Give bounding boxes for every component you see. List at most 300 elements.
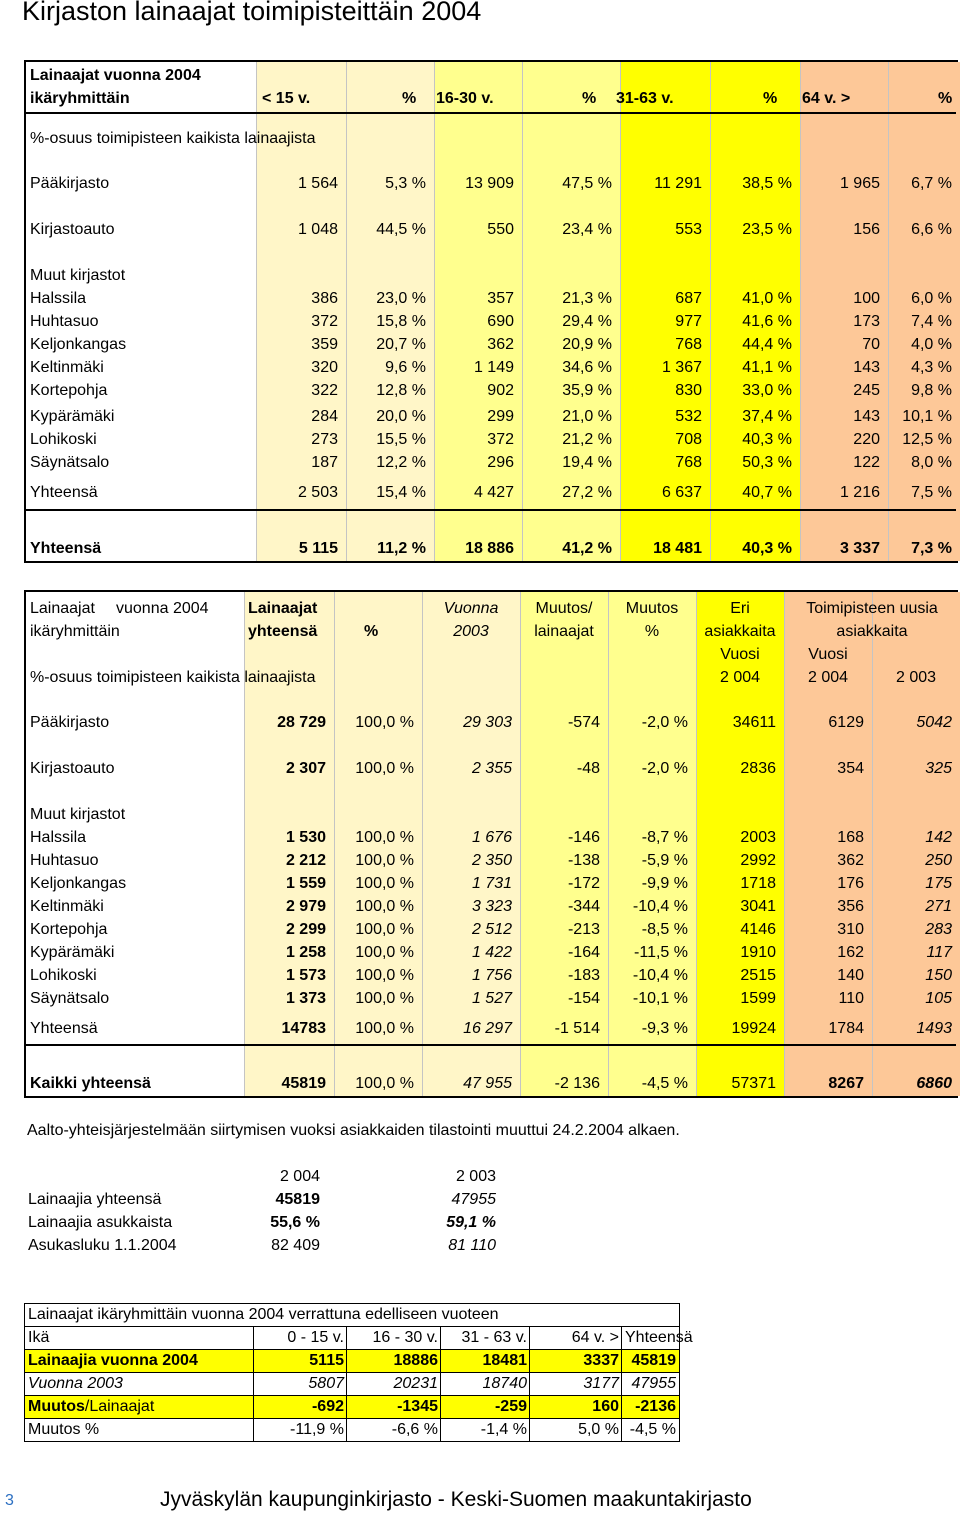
col-pct: % (938, 90, 953, 107)
table-cell: 176 (837, 875, 864, 892)
table-cell: 220 (853, 431, 880, 448)
table-cell: 283 (925, 921, 952, 938)
table-cell: 902 (487, 382, 514, 399)
table-cell: -183 (567, 967, 600, 984)
col-vuonna: Vuonna (443, 600, 499, 617)
table-cell: 687 (675, 290, 702, 307)
table-cell: 20,9 % (562, 336, 612, 353)
summary-label: Lainaajia yhteensä (28, 1191, 162, 1208)
col-pct: % (402, 90, 417, 107)
table-cell: 70 (862, 336, 880, 353)
col-vuosi: Vuosi (720, 646, 760, 663)
table-row-label: Lohikoski (30, 431, 97, 448)
table-cell: 18886 (393, 1352, 438, 1369)
col-pct: % (364, 623, 379, 640)
table-cell: 1 216 (839, 484, 880, 501)
table-cell: 690 (487, 313, 514, 330)
table-cell: 156 (853, 221, 880, 238)
table-cell: 1 564 (297, 175, 338, 192)
table-cell: 47 955 (463, 1075, 512, 1092)
table-cell: 143 (853, 408, 880, 425)
table-cell: 2 350 (471, 852, 512, 869)
table-cell: 187 (311, 454, 338, 471)
summary-value-2004: 82 409 (271, 1237, 320, 1254)
header-label-line1: Lainaajat vuonna 2004 (30, 67, 201, 84)
table-cell: 100,0 % (355, 714, 414, 731)
table-cell: 1 422 (471, 944, 512, 961)
table-cell: 1 559 (285, 875, 326, 892)
table-cell: -9,9 % (641, 875, 688, 892)
row-label: Muutos % (28, 1421, 100, 1438)
row-label-rest: /Lainaajat (84, 1398, 155, 1415)
summary-label: Lainaajia asukkaista (28, 1214, 173, 1231)
header-label-line2: ikäryhmittäin (30, 90, 130, 107)
table-cell: 5 115 (298, 540, 338, 557)
table-row-label: Yhteensä (30, 484, 98, 501)
group-label: Muut kirjastot (30, 806, 126, 823)
table-cell: 532 (675, 408, 702, 425)
header-label: Lainaajat (30, 600, 95, 617)
table-cell: 245 (853, 382, 880, 399)
table-cell: 35,9 % (562, 382, 612, 399)
table-cell: 354 (837, 760, 864, 777)
table-cell: 1599 (740, 990, 776, 1007)
table-row (25, 1327, 693, 1350)
table-cell: 325 (925, 760, 952, 777)
table-cell: 23,5 % (742, 221, 792, 238)
col-muutos-pct: Muutos (625, 600, 679, 617)
table-cell: 19924 (731, 1020, 776, 1037)
table-cell: 37,4 % (742, 408, 792, 425)
table-row-label: Kirjastoauto (30, 760, 115, 777)
table-cell: 7,3 % (911, 540, 952, 557)
header-label-year: vuonna 2004 (116, 600, 209, 617)
table-cell: 6 637 (661, 484, 702, 501)
table-cell: -2 136 (554, 1075, 600, 1092)
table-cell: 13 909 (465, 175, 514, 192)
table-cell: 1 731 (471, 875, 512, 892)
table-cell: 50,3 % (742, 454, 792, 471)
table-cell: -11,5 % (634, 944, 688, 961)
table-cell: 1 048 (297, 221, 338, 238)
table-cell: -138 (567, 852, 600, 869)
table-cell: 5115 (309, 1352, 344, 1369)
table-row-label: Halssila (30, 829, 87, 846)
table-row-label: Pääkirjasto (30, 714, 110, 731)
table-cell: -154 (567, 990, 600, 1007)
table-cell: -213 (567, 921, 600, 938)
table-cell: 299 (487, 408, 514, 425)
page-title: Kirjaston lainaajat toimipisteittäin 2004 (22, 0, 482, 26)
summary-value-2004: 55,6 % (270, 1214, 320, 1231)
table-cell: 9,6 % (385, 359, 426, 376)
table-cell: -48 (576, 760, 600, 777)
table-cell: 100,0 % (355, 1075, 414, 1092)
col-muutos-pct-2: % (644, 623, 660, 640)
table-cell: 105 (925, 990, 952, 1007)
table-cell: 44,4 % (742, 336, 792, 353)
table-cell: 250 (925, 852, 952, 869)
table-cell: -172 (567, 875, 600, 892)
table-cell: 273 (311, 431, 338, 448)
table-cell: 1910 (740, 944, 776, 961)
table-cell: 23,0 % (376, 290, 426, 307)
table-cell: -10,4 % (632, 898, 688, 915)
summary-label: Asukasluku 1.1.2004 (28, 1237, 177, 1254)
table-cell: 1 573 (285, 967, 326, 984)
table-cell: 322 (311, 382, 338, 399)
table-cell: 47,5 % (562, 175, 612, 192)
col-asiakkaita: asiakkaita (704, 623, 776, 640)
table-cell: 4,0 % (911, 336, 952, 353)
col-uusia: Toimipisteen uusia (806, 600, 938, 617)
table-cell: -164 (567, 944, 600, 961)
table-cell: 2 307 (285, 760, 326, 777)
table-cell: 8,0 % (911, 454, 952, 471)
col-year-2004: 2 004 (807, 669, 849, 686)
table-cell: 372 (487, 431, 514, 448)
table-cell: 140 (837, 967, 864, 984)
table-cell: 2 512 (471, 921, 512, 938)
table-cell: 175 (925, 875, 952, 892)
table-cell: 2 212 (285, 852, 326, 869)
table-cell: 33,0 % (742, 382, 792, 399)
header-label-line2: ikäryhmittäin (30, 623, 120, 640)
table-cell: 1718 (740, 875, 776, 892)
table-cell: 553 (675, 221, 702, 238)
col-pct: % (582, 90, 597, 107)
row-label (25, 1396, 254, 1418)
table-row (25, 1396, 679, 1419)
col-vuosi: Vuosi (808, 646, 848, 663)
table-cell: 11 291 (654, 175, 702, 192)
comparison-title: Lainaajat ikäryhmittäin vuonna 2004 verrattuna edelliseen vuoteen (28, 1306, 499, 1323)
table-cell: 18 481 (653, 540, 702, 557)
table-cell: 768 (675, 336, 702, 353)
table-cell: 2 299 (285, 921, 326, 938)
table-cell: 6,7 % (911, 175, 952, 192)
table-row-label: Kirjastoauto (30, 221, 115, 238)
comparison-table (24, 1303, 693, 1442)
table-cell: -1,4 % (480, 1421, 527, 1438)
footnote: Aalto-yhteisjärjestelmään siirtymisen vuoksi asiakkaiden tilastointi muuttui 24.2.2004 alkaen. (27, 1122, 680, 1139)
table-row-label: Säynätsalo (30, 454, 110, 471)
table-cell: 100 (853, 290, 880, 307)
table-cell: 11,2 % (377, 540, 426, 557)
table-cell: 3337 (583, 1352, 619, 1369)
col-yhteensa: yhteensä (248, 623, 318, 640)
table-cell: -4,5 % (629, 1421, 676, 1438)
table-cell: 21,0 % (562, 408, 612, 425)
table-cell: 3041 (740, 898, 776, 915)
table-cell: 320 (311, 359, 338, 376)
table-cell: 23,4 % (562, 221, 612, 238)
table-cell: 0 - 15 v. (287, 1329, 344, 1346)
table-row-label: Keltinmäki (30, 359, 104, 376)
table-cell: 64 v. > (571, 1329, 619, 1346)
table-cell: 142 (925, 829, 952, 846)
summary-year-2003: 2 003 (455, 1168, 496, 1185)
table-cell: 3177 (583, 1375, 619, 1392)
table-row-label: Kaikki yhteensä (30, 1075, 151, 1092)
table-cell: -344 (567, 898, 600, 915)
table-cell: 40,3 % (742, 431, 792, 448)
table-row-label: Keljonkangas (30, 336, 127, 353)
table-cell: 7,5 % (911, 484, 952, 501)
table-cell: 550 (487, 221, 514, 238)
table-cell: -574 (567, 714, 600, 731)
table-cell: -9,3 % (641, 1020, 688, 1037)
table-cell: 100,0 % (355, 990, 414, 1007)
col-uusia-2: asiakkaita (836, 623, 908, 640)
table-cell: 1 149 (473, 359, 514, 376)
table-cell: Yhteensä (625, 1329, 693, 1346)
table-cell: 117 (926, 944, 952, 961)
table-cell: 160 (592, 1398, 619, 1415)
row-label: Lainaajia vuonna 2004 (28, 1352, 198, 1369)
table-cell: 44,5 % (376, 221, 426, 238)
table-cell: 5807 (308, 1375, 344, 1392)
col-64: 64 v. > (802, 90, 851, 107)
table-cell: 2003 (740, 829, 776, 846)
table-cell: -146 (567, 829, 600, 846)
col-year-2003: 2 003 (895, 669, 937, 686)
table-cell: 100,0 % (355, 760, 414, 777)
table-cell: 5,0 % (578, 1421, 619, 1438)
table-cell: 19,4 % (562, 454, 612, 471)
col-3163: 31-63 v. (616, 90, 674, 107)
table-cell: -10,4 % (632, 967, 688, 984)
table-cell: 15,4 % (376, 484, 426, 501)
table-cell: 1784 (828, 1020, 864, 1037)
table-row-label: Kypärämäki (30, 944, 115, 961)
table-cell: 168 (837, 829, 864, 846)
table-cell: 29 303 (463, 714, 512, 731)
table-cell: 9,8 % (911, 382, 952, 399)
table-cell: 296 (487, 454, 514, 471)
table-cell: 41,2 % (562, 540, 612, 557)
table-row-label: Säynätsalo (30, 990, 110, 1007)
table-cell: 100,0 % (355, 852, 414, 869)
table-cell: 40,3 % (742, 540, 792, 557)
table-cell: -6,6 % (391, 1421, 438, 1438)
table-row-label: Halssila (30, 290, 87, 307)
table-cell: 2992 (740, 852, 776, 869)
table-row-label: Kypärämäki (30, 408, 115, 425)
col-muutos-lainaajat: Muutos/ (535, 600, 593, 617)
table-cell: 173 (853, 313, 880, 330)
table-row-label: Huhtasuo (30, 852, 99, 869)
table-cell: 18481 (482, 1352, 527, 1369)
group-label: Muut kirjastot (30, 267, 126, 284)
table-row-label: Kortepohja (30, 921, 108, 938)
table-cell: 122 (853, 454, 880, 471)
table-cell: 2836 (740, 760, 776, 777)
table-row (25, 1350, 679, 1373)
table-cell: 41,1 % (742, 359, 792, 376)
table-cell: 100,0 % (355, 967, 414, 984)
table-cell: -2136 (635, 1398, 676, 1415)
table-cell: 2 355 (471, 760, 512, 777)
table-cell: 310 (837, 921, 864, 938)
footer: Jyväskylän kaupunginkirjasto - Keski-Suomen maakuntakirjasto (160, 1488, 752, 1511)
table-cell: 8267 (828, 1075, 864, 1092)
table-cell: 1493 (916, 1020, 952, 1037)
table-cell: 45819 (281, 1075, 326, 1092)
table-cell: 20,7 % (376, 336, 426, 353)
table-cell: 3 323 (471, 898, 512, 915)
table-cell: 16 - 30 v. (372, 1329, 438, 1346)
table-cell: 1 367 (661, 359, 702, 376)
totals-table (24, 590, 958, 1098)
table-cell: 21,3 % (562, 290, 612, 307)
table-cell: -2,0 % (641, 760, 688, 777)
table-cell: 21,2 % (562, 431, 612, 448)
col-lainaajat: Lainaajat (248, 600, 318, 617)
table-row-label: Huhtasuo (30, 313, 99, 330)
table-cell: -11,9 % (290, 1421, 344, 1438)
table-row-label: Lohikoski (30, 967, 97, 984)
table-cell: 100,0 % (355, 921, 414, 938)
col-pct: % (763, 90, 778, 107)
table-row (25, 1419, 679, 1442)
table-row-label: Yhteensä (30, 540, 102, 557)
table-cell: -259 (494, 1398, 527, 1415)
table-cell: 45819 (631, 1352, 676, 1369)
table-cell: 6,6 % (911, 221, 952, 238)
col-1630: 16-30 v. (436, 90, 494, 107)
table-cell: 6860 (916, 1075, 952, 1092)
table-cell: 15,8 % (376, 313, 426, 330)
table-cell: -10,1 % (632, 990, 688, 1007)
table-cell: 362 (837, 852, 864, 869)
table-cell: 100,0 % (355, 898, 414, 915)
table-cell: 5042 (916, 714, 952, 731)
table-cell: 3 337 (839, 540, 880, 557)
table-cell: 41,0 % (742, 290, 792, 307)
table-cell: 18740 (482, 1375, 527, 1392)
table-cell: 100,0 % (355, 875, 414, 892)
table-cell: 40,7 % (742, 484, 792, 501)
table-cell: 359 (311, 336, 338, 353)
table-cell: -692 (311, 1398, 344, 1415)
table-cell: 4146 (740, 921, 776, 938)
table-cell: 1 527 (471, 990, 512, 1007)
col-lt15: < 15 v. (262, 90, 311, 107)
table-cell: 10,1 % (902, 408, 952, 425)
table-cell: 110 (838, 990, 864, 1007)
table-cell: 34,6 % (562, 359, 612, 376)
table-cell: 38,5 % (742, 175, 792, 192)
table-cell: -1345 (397, 1398, 438, 1415)
page-number: 3 (5, 1492, 14, 1509)
table-row-label: Kortepohja (30, 382, 108, 399)
table-cell: 2 503 (297, 484, 338, 501)
col-eri: Eri (730, 600, 750, 617)
table-cell: 143 (853, 359, 880, 376)
table-cell: 12,2 % (376, 454, 426, 471)
table-cell: 28 729 (277, 714, 326, 731)
table-cell: 830 (675, 382, 702, 399)
table-cell: 20,0 % (376, 408, 426, 425)
table-cell: 15,5 % (376, 431, 426, 448)
table-cell: 386 (311, 290, 338, 307)
summary-year-2004: 2 004 (279, 1168, 320, 1185)
summary-value-2003: 59,1 % (446, 1214, 496, 1231)
age-group-table (24, 60, 958, 563)
table-cell: 1 530 (285, 829, 326, 846)
table-cell: -5,9 % (641, 852, 688, 869)
table-cell: 271 (925, 898, 952, 915)
col-muutos-lainaajat-2: lainaajat (534, 623, 594, 640)
table-cell: 12,8 % (376, 382, 426, 399)
table-cell: 14783 (281, 1020, 326, 1037)
table-cell: 708 (675, 431, 702, 448)
table-cell: -2,0 % (641, 714, 688, 731)
table-title-row (25, 1304, 679, 1327)
table-cell: 284 (311, 408, 338, 425)
table-cell: 27,2 % (562, 484, 612, 501)
table-cell: 1 965 (839, 175, 880, 192)
table-cell: -4,5 % (641, 1075, 688, 1092)
summary-value-2004: 45819 (275, 1191, 320, 1208)
table-cell: 4 427 (473, 484, 514, 501)
table-cell: 1 373 (285, 990, 326, 1007)
table-row (25, 1373, 679, 1396)
table-cell: 100,0 % (355, 829, 414, 846)
table-cell: 12,5 % (902, 431, 952, 448)
table-cell: 1 676 (471, 829, 512, 846)
subheader: %-osuus toimipisteen kaikista lainaajista (30, 130, 316, 147)
table-cell: 7,4 % (911, 313, 952, 330)
table-cell: 4,3 % (911, 359, 952, 376)
col-year-2004: 2 004 (719, 669, 761, 686)
table-cell: 41,6 % (742, 313, 792, 330)
table-cell: 768 (675, 454, 702, 471)
table-cell: 100,0 % (355, 944, 414, 961)
summary-value-2003: 81 110 (448, 1237, 496, 1254)
table-cell: 1 258 (285, 944, 326, 961)
table-cell: 5,3 % (385, 175, 426, 192)
table-cell: 16 297 (463, 1020, 512, 1037)
table-cell: 47955 (631, 1375, 676, 1392)
table-cell: 2 979 (285, 898, 326, 915)
table-cell: 100,0 % (355, 1020, 414, 1037)
table-cell: 1 756 (471, 967, 512, 984)
table-cell: -8,5 % (641, 921, 688, 938)
table-cell: 2515 (740, 967, 776, 984)
table-row-label: Keljonkangas (30, 875, 127, 892)
table-cell: 6129 (828, 714, 864, 731)
subheader: %-osuus toimipisteen kaikista lainaajista (30, 669, 316, 686)
table-cell: 150 (925, 967, 952, 984)
summary-value-2003: 47955 (451, 1191, 496, 1208)
table-cell: 20231 (393, 1375, 438, 1392)
row-label: Vuonna 2003 (28, 1375, 123, 1392)
table-cell: 34611 (732, 714, 776, 731)
table-cell: 6,0 % (911, 290, 952, 307)
table-cell: 977 (675, 313, 702, 330)
table-cell: 357 (487, 290, 514, 307)
table-row-label: Pääkirjasto (30, 175, 110, 192)
table-cell: 372 (311, 313, 338, 330)
table-cell: 31 - 63 v. (461, 1329, 527, 1346)
table-cell: -1 514 (554, 1020, 600, 1037)
table-cell: 57371 (731, 1075, 776, 1092)
row-label-bold: Muutos (28, 1398, 85, 1415)
table-cell: 162 (837, 944, 864, 961)
table-cell: -8,7 % (641, 829, 688, 846)
